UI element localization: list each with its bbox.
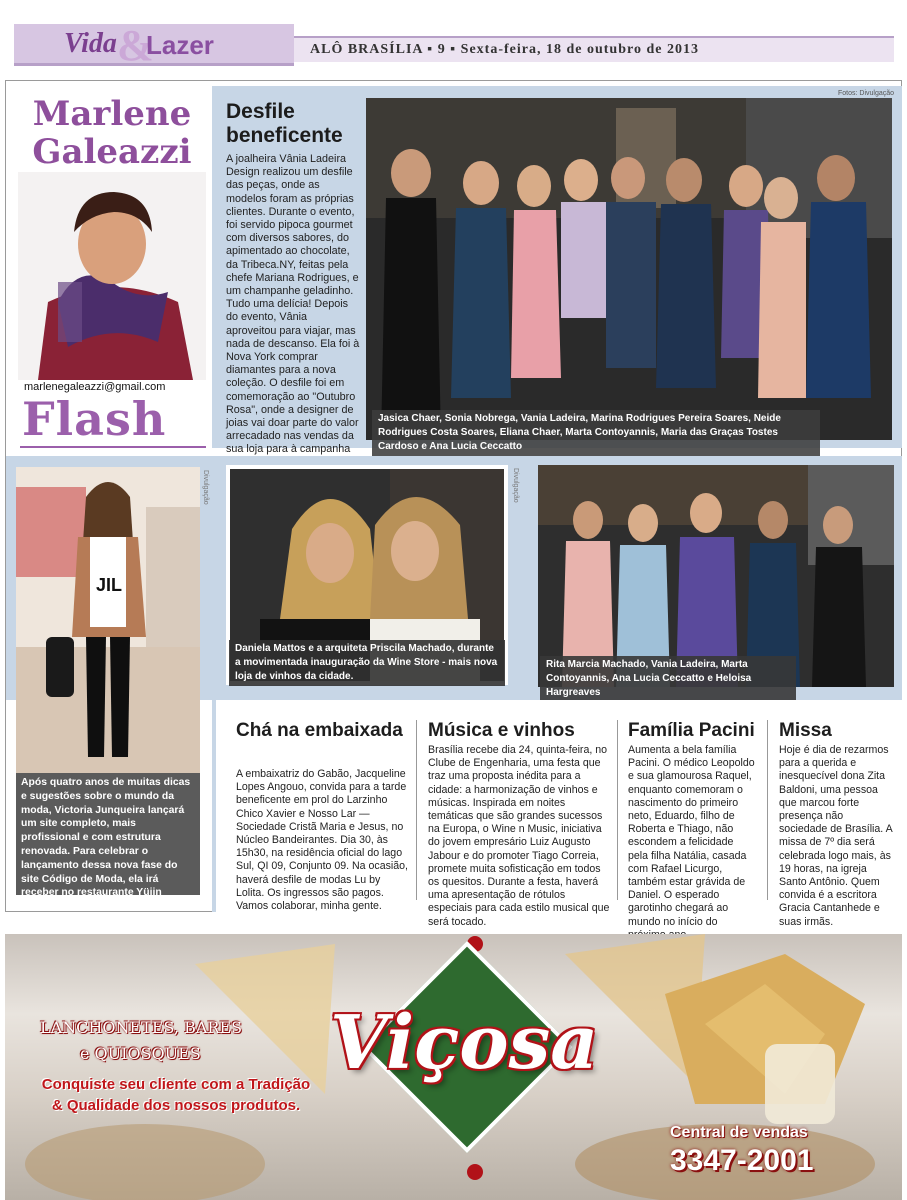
article-title-cha: Chá na embaixada xyxy=(236,720,403,741)
page-header xyxy=(14,22,894,70)
section-logo-ampersand: & xyxy=(117,21,154,70)
photo-caption-victoria: Após quatro anos de muitas dicas e sugestões sobre o mundo da moda, Victoria Junqueira lançará um site completo, mais profissional e com estrutura renovada. Para celebrar o lançamento dessa nova fase do site Código de Moda, ela irá receber no restaurante Yüjin amigos e jornalistas no dia 22 de outubro, às 18h. xyxy=(16,773,200,895)
ad-slogan: Conquiste seu cliente com a Tradição & Qualidade dos nossos produtos. xyxy=(41,1076,311,1114)
photo-credit: Divulgação xyxy=(512,468,519,503)
ad-sales-label: Central de vendas xyxy=(670,1124,808,1141)
article-body-musica: Brasília recebe dia 24, quinta-feira, no Clube de Engenharia, uma festa que traz uma proposta inédita para a cidade: a harmonização de vinhos e músicas. Inspirada em noites temáticas que são grandes sucessos na Europa, o Wine n Music, iniciativa do jovem empresário Luiz Augusto Jabour e do promoter Tiago Correia, promete muita sofisticação em todos os quesitos. Durante a festa, haverá uma apresentação de rótulos especiais para cada estilo musical que será tocado. xyxy=(428,744,610,928)
column-divider xyxy=(617,720,618,900)
article-body-desfile: A joalheira Vânia Ladeira Design realizou um desfile das peças, onde as modelos foram as próprias clientes. Durante o evento, foi servido pipoca gourmet com diversos sabores, do apimentado ao chocolate, da Tribeca.NY, feitas pela chefe Mariana Rodrigues, e um champanhe geladinho. Tudo uma delícia! Depois do evento, Vânia aproveitou para viajar, mas nada de descanso. Ela foi à Nova York comprar diamantes para a nova coleção. O desfile foi em comemoração ao "Outubro Rosa", onde a designer de joias vai doar parte do valor arrecadado nas vendas da sua loja para à campanha xyxy=(226,153,360,456)
columnist-name: Marlene Galeazzi xyxy=(32,94,192,172)
photo-credit: Fotos: Divulgação xyxy=(838,90,895,97)
photo-credit: Divulgação xyxy=(202,470,209,505)
victoria-illustration xyxy=(16,467,200,775)
section-logo-vida: Vida xyxy=(64,28,117,59)
section-name-flash: Flash xyxy=(22,392,167,446)
photo-caption-rita: Rita Marcia Machado, Vania Ladeira, Marta Contoyannis, Ana Lucia Ceccatto e Heloisa Hargreaves xyxy=(540,656,796,702)
ad-headline: LANCHONETES, BARES xyxy=(40,1018,243,1037)
column-divider xyxy=(416,720,417,900)
section-logo-lazer: Lazer xyxy=(146,30,214,60)
columnist-portrait xyxy=(18,172,206,380)
issue-line: ALÔ BRASÍLIA ▪ 9 ▪ Sexta-feira, 18 de outubro de 2013 xyxy=(310,42,699,57)
article-title-pacini: Família Pacini xyxy=(628,720,755,741)
column-divider xyxy=(767,720,768,900)
group-photo-illustration xyxy=(366,98,892,440)
photo-victoria xyxy=(16,467,200,775)
ad-phone-number[interactable]: 3347-2001 xyxy=(670,1144,814,1177)
article-body-pacini: Aumenta a bela família Pacini. O médico Leopoldo e sua glamourosa Raquel, enquanto comemoram o nascimento do primeiro neto, Eduardo, filho de Roberta e Thiago, não escondem a felicidade pela filha Natália, casada com Rafael Licurgo, também estar grávida de Daniel. O esperado garotinho chegará ao mundo no início do xyxy=(628,744,755,928)
photo-rita-group xyxy=(538,465,894,687)
ad-headline-2: e QUIOSQUES xyxy=(80,1044,201,1063)
shirt-print: JIL xyxy=(96,575,123,595)
article-title-desfile: Desfile beneficente xyxy=(226,100,343,147)
divider xyxy=(20,446,206,448)
article-body-missa: Hoje é dia de rezarmos para a querida e inesquecível dona Zita Baldoni, uma pessoa que marcou forte presença não sociedade de Brasília. A missa de 7º dia será celebrada logo mais, às 19 horas, na igreja Santo Antônio. Quem convida é a escritora Gracia Cantanhede e suas irmãs. xyxy=(779,744,893,928)
photo-caption-desfile: Jasica Chaer, Sonia Nobrega, Vania Ladeira, Marina Rodrigues Pereira Soares, Neide Rodrigues Costa Soares, Eliana Chaer, Marta Contoyannis, Maria das Graças Tostes Cardoso e Ana Lucia Ceccatto xyxy=(372,410,820,456)
article-title-musica: Música e vinhos xyxy=(428,720,575,741)
article-title-missa: Missa xyxy=(779,720,832,741)
group-photo-desfile xyxy=(366,98,892,440)
columnist-email[interactable]: marlenegaleazzi@gmail.com xyxy=(24,381,166,393)
brand-logo-vicosa: Viçosa xyxy=(330,1000,599,1086)
rita-group-illustration xyxy=(538,465,894,687)
article-body-cha: A embaixatriz do Gabão, Jacqueline Lopes Angouo, convida para a tarde beneficente em prol do Larzinho Chico Xavier e Nosso Lar — Sociedade Cristã Maria e Jesus, no Núcleo Bandeirantes. Dia 30, às 15h30, na residência oficial do lago Sul, QI 09, Conjunto 09. Na ocasião, haverá desfile de modas Lu by Lolita. Os ingressos são pagos. Vamos colaborar, minha gente. xyxy=(236,768,408,913)
columnist-photo xyxy=(18,172,206,380)
photo-caption-wine: Daniela Mattos e a arquiteta Priscila Machado, durante a movimentada inauguração da Wine Store - mais nova loja de vinhos da cidade. xyxy=(229,640,505,686)
